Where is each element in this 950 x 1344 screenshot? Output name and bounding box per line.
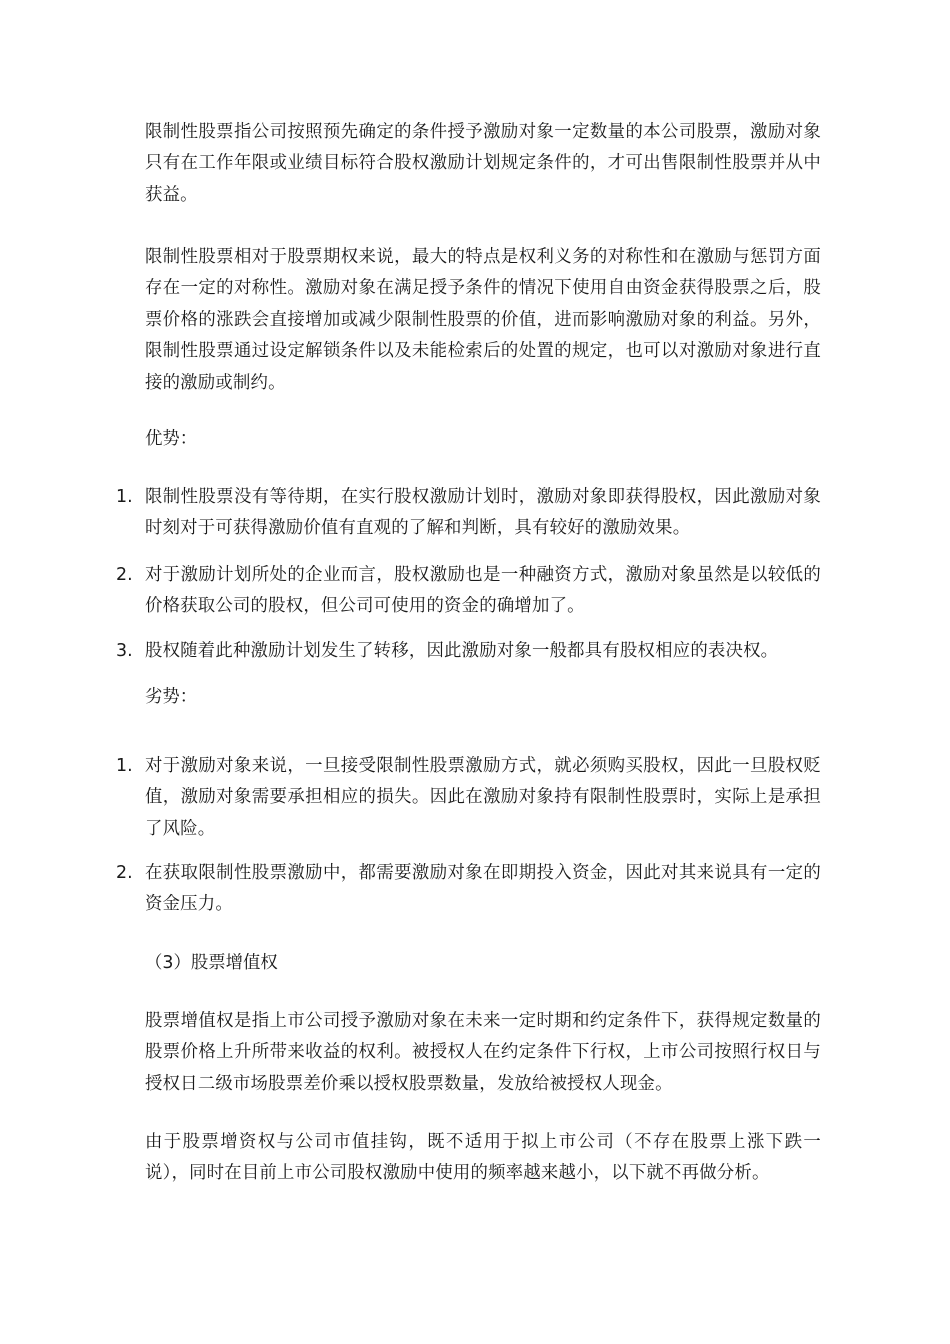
- paragraph-stock-appreciation-conclusion: 由于股票增资权与公司市值挂钩，既不适用于拟上市公司（不存在股票上涨下跌一说），同时在目前上市公司股权激励中使用的频率越来越小，以下就不再做分析。: [145, 1132, 821, 1184]
- list-number: 3.: [116, 641, 133, 661]
- advantages-label: 优势：: [145, 429, 198, 449]
- paragraph-restricted-stock-features: 限制性股票相对于股票期权来说，最大的特点是权利义务的对称性和在激励与惩罚方面存在一定的对称性。激励对象在满足授予条件的情况下使用自由资金获得股票之后，股票价格的涨跌会直接增加或减少限制性股票的价值，进而影响激励对象的利益。另外，限制性股票通过设定解锁条件以及未能检索后的处置的规定，也可以对激励对象进行直接的激励或制约。: [145, 247, 821, 393]
- list-number: 1.: [116, 756, 133, 776]
- list-item-text: 股权随着此种激励计划发生了转移，因此激励对象一般都具有股权相应的表决权。: [145, 641, 779, 661]
- list-item-text: 对于激励对象来说，一旦接受限制性股票激励方式，就必须购买股权，因此一旦股权贬值，激励对象需要承担相应的损失。因此在激励对象持有限制性股票时，实际上是承担了风险。: [145, 756, 821, 839]
- disadvantages-label: 劣势：: [145, 687, 198, 707]
- disadvantage-item-1: [116, 751, 821, 845]
- section-heading: （3）股票增值权: [145, 953, 278, 973]
- list-number: 2.: [116, 863, 133, 883]
- paragraph-stock-appreciation-rights: 股票增值权是指上市公司授予激励对象在未来一定时期和约定条件下，获得规定数量的股票价格上升所带来收益的权利。被授权人在约定条件下行权，上市公司按照行权日与授权日二级市场股票差价乘以授权股票数量，发放给被授权人现金。: [145, 1011, 821, 1094]
- disadvantage-item-2: [116, 858, 821, 921]
- paragraph-restricted-stock-definition: 限制性股票指公司按照预先确定的条件授予激励对象一定数量的本公司股票，激励对象只有在工作年限或业绩目标符合股权激励计划规定条件的，才可出售限制性股票并从中获益。: [145, 122, 821, 205]
- advantage-item-2: [116, 560, 821, 623]
- list-item-text: 对于激励计划所处的企业而言，股权激励也是一种融资方式，激励对象虽然是以较低的价格获取公司的股权，但公司可使用的资金的确增加了。: [145, 565, 821, 617]
- advantage-item-1: [116, 482, 821, 545]
- list-item-text: 限制性股票没有等待期，在实行股权激励计划时，激励对象即获得股权，因此激励对象时刻对于可获得激励价值有直观的了解和判断，具有较好的激励效果。: [145, 487, 821, 539]
- advantage-item-3: [116, 636, 821, 667]
- list-number: 1.: [116, 487, 133, 507]
- list-number: 2.: [116, 565, 133, 585]
- list-item-text: 在获取限制性股票激励中，都需要激励对象在即期投入资金，因此对其来说具有一定的资金压力。: [145, 863, 821, 915]
